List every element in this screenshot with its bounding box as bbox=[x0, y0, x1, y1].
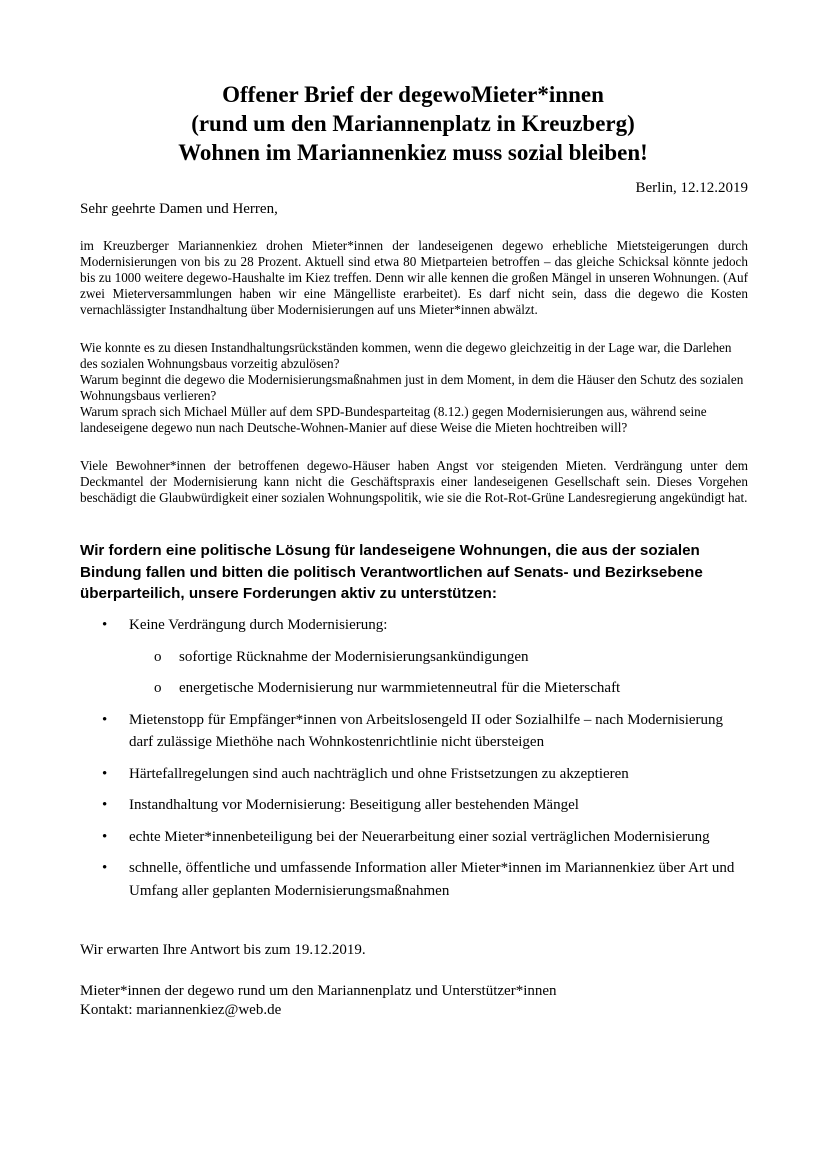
title-line-3: Wohnen im Mariannenkiez muss sozial bleiben! bbox=[178, 140, 648, 165]
paragraph-concerns: Viele Bewohner*innen der betroffenen degewo-Häuser haben Angst vor steigenden Mieten. Verdrängung unter dem Deckmantel der Modernisierung kann nicht die Geschäftspraxis einer landeseigenen Gesellschaft sein. Dieses Vorgehen beschädigt die Glaubwürdigkeit einer sozialen Wohnungspolitik, wie sie die Rot-Rot-Grüne Landesregierung angekündigt hat. bbox=[80, 458, 748, 505]
list-item bbox=[80, 794, 748, 817]
demand-3: Härtefallregelungen sind auch nachträglich und ohne Fristsetzungen zu akzeptieren bbox=[129, 765, 629, 782]
sub-bullet-icon: o bbox=[154, 648, 162, 665]
signature-block bbox=[80, 982, 557, 1020]
demand-5: echte Mieter*innenbeteiligung bei der Neuerarbeitung einer sozial verträglichen Modernisierung bbox=[129, 828, 710, 845]
contact: Kontakt: mariannenkiez@web.de bbox=[80, 1002, 282, 1018]
bullet-icon: • bbox=[102, 860, 108, 876]
answer-request: Wir erwarten Ihre Antwort bis zum 19.12.2019. bbox=[80, 942, 366, 958]
letter-title bbox=[0, 80, 826, 167]
demand-4: Instandhaltung vor Modernisierung: Beseitigung aller bestehenden Mängel bbox=[129, 797, 579, 813]
paragraph-intro: im Kreuzberger Mariannenkiez drohen Mieter*innen der landeseigenen degewo erhebliche Mietsteigerungen durch Modernisierungen von bis zu 28 Prozent. Aktuell sind etwa 80 Mietparteien betroffen – das gleiche Schicksal könnte jedoch bis zu 1000 weitere degewo-Haushalte im Kiez treffen. Denn wir alle kennen die großen Mängel in unseren Wohnungen. (Auf zwei Mieterversammlungen haben wir eine Mängelliste erarbeitet). Es darf nicht sein, dass die degewo die Kosten vernachlässigter Instandhaltung über Modernisierungen auf uns Mieter*innen abwälzt. bbox=[80, 238, 748, 317]
list-item bbox=[80, 857, 748, 902]
title-line-1: Offener Brief der degewoMieter*innen bbox=[222, 82, 604, 107]
demands-list bbox=[80, 614, 748, 902]
demand-1-sub-1: sofortige Rücknahme der Modernisierungsankündigungen bbox=[179, 648, 529, 665]
bullet-icon: • bbox=[102, 797, 108, 813]
question-2: Warum beginnt die degewo die Modernisierungsmaßnahmen just in dem Moment, in dem die Häuser den Schutz des sozialen Wohnungsbaus verlieren? bbox=[80, 372, 744, 403]
demand-1: Keine Verdrängung durch Modernisierung: bbox=[129, 617, 388, 633]
paragraph-questions bbox=[80, 340, 748, 436]
sub-bullet-icon: o bbox=[154, 680, 162, 696]
bullet-icon: • bbox=[102, 711, 108, 728]
list-item bbox=[80, 826, 748, 849]
demand-statement: Wir fordern eine politische Lösung für landeseigene Wohnungen, die aus der sozialen Bindung fallen und bitten die politisch Verantwortlichen auf Senats- und Bezirksebene überparteilich, unsere Forderungen aktiv zu unterstützen: bbox=[80, 542, 703, 602]
demand-1-sub-2: energetische Modernisierung nur warmmietenneutral für die Mieterschaft bbox=[179, 680, 621, 696]
question-3: Warum sprach sich Michael Müller auf dem SPD-Bundesparteitag (8.12.) gegen Modernisierungen aus, während seine landeseigene degewo nun nach Deutsche-Wohnen-Manier auf diese Weise die Mieten hochtreiben will? bbox=[80, 404, 707, 435]
list-item bbox=[80, 763, 748, 786]
list-item bbox=[80, 677, 748, 700]
demand-6: schnelle, öffentliche und umfassende Information aller Mieter*innen im Mariannenkiez über Art und Umfang aller geplanten Modernisierungsmaßnahmen bbox=[129, 860, 735, 899]
list-item bbox=[80, 709, 748, 754]
demand-2: Mietenstopp für Empfänger*innen von Arbeitslosengeld II oder Sozialhilfe – nach Modernisierung darf zulässige Miethöhe nach Wohnkostenrichtlinie nicht übersteigen bbox=[129, 711, 724, 750]
bullet-icon: • bbox=[102, 828, 108, 845]
bullet-icon: • bbox=[102, 765, 108, 782]
question-1: Wie konnte es zu diesen Instandhaltungsrückständen kommen, wenn die degewo gleichzeitig in der Lage war, die Darlehen des sozialen Wohnungsbaus vorzeitig abzulösen? bbox=[80, 340, 732, 371]
signature: Mieter*innen der degewo rund um den Mariannenplatz und Unterstützer*innen bbox=[80, 983, 557, 999]
list-item bbox=[80, 614, 748, 637]
bullet-icon: • bbox=[102, 617, 108, 633]
title-line-2: (rund um den Mariannenplatz in Kreuzberg) bbox=[191, 111, 635, 136]
salutation: Sehr geehrte Damen und Herren, bbox=[80, 201, 278, 217]
letter-date: Berlin, 12.12.2019 bbox=[635, 180, 748, 196]
list-item bbox=[80, 646, 748, 669]
